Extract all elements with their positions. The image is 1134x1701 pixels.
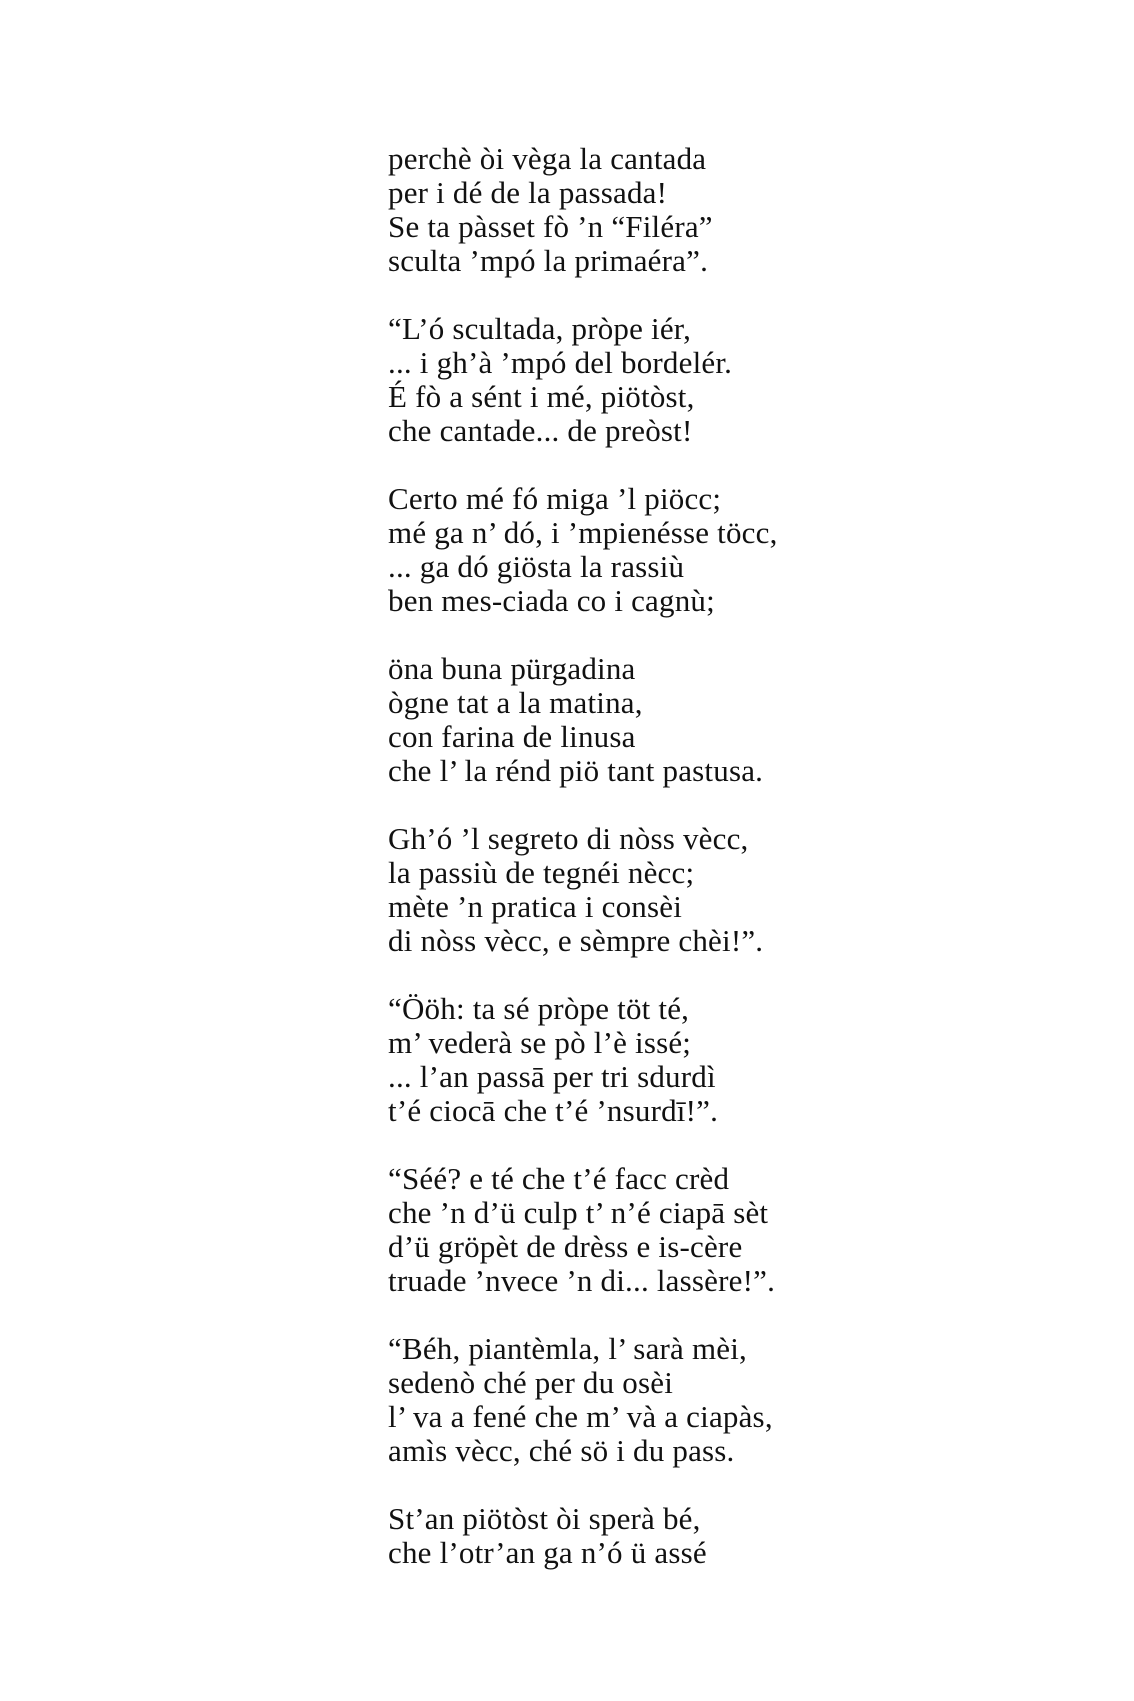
- poem-line: m’ vederà se pò l’è issé;: [388, 1025, 692, 1060]
- poem-line: la passiù de tegnéi nècc;: [388, 855, 695, 890]
- stanza: [388, 1502, 1088, 1570]
- poem: [388, 142, 1088, 1604]
- poem-line: sedenò ché per du osèi: [388, 1365, 674, 1400]
- poem-line: ... ga dó giösta la rassiù: [388, 549, 685, 584]
- stanza: [388, 822, 1088, 958]
- poem-line: ... l’an passā per tri sdurdì: [388, 1059, 716, 1094]
- poem-line: t’é ciocā che t’é ’nsurdī!”.: [388, 1093, 719, 1128]
- poem-line: l’ va a fené che m’ và a ciapàs,: [388, 1399, 773, 1434]
- poem-line: che ’n d’ü culp t’ n’é ciapā sèt: [388, 1195, 769, 1230]
- poem-line: St’an piötòst òi sperà bé,: [388, 1501, 701, 1536]
- poem-line: per i dé de la passada!: [388, 175, 668, 210]
- poem-line: Se ta pàsset fò ’n “Filéra”: [388, 209, 713, 244]
- poem-line: che l’ la rénd piö tant pastusa.: [388, 753, 764, 788]
- poem-line: sculta ’mpó la primaéra”.: [388, 243, 709, 278]
- poem-line: ògne tat a la matina,: [388, 685, 643, 720]
- poem-line: ... i gh’à ’mpó del bordelér.: [388, 345, 733, 380]
- stanza: [388, 482, 1088, 618]
- stanza: [388, 312, 1088, 448]
- poem-line: “Séé? e té che t’é facc crèd: [388, 1161, 730, 1196]
- stanza: [388, 652, 1088, 788]
- poem-line: con farina de linusa: [388, 719, 636, 754]
- poem-line: che l’otr’an ga n’ó ü assé: [388, 1535, 707, 1570]
- poem-line: che cantade... de preòst!: [388, 413, 693, 448]
- stanza: [388, 992, 1088, 1128]
- poem-line: mète ’n pratica i consèi: [388, 889, 683, 924]
- poem-line: mé ga n’ dó, i ’mpienésse töcc,: [388, 515, 778, 550]
- poem-line: É fò a sént i mé, piötòst,: [388, 379, 695, 414]
- poem-line: di nòss vècc, e sèmpre chèi!”.: [388, 923, 764, 958]
- poem-line: Certo mé fó miga ’l piöcc;: [388, 481, 722, 516]
- poem-line: d’ü gröpèt de drèss e is-cère: [388, 1229, 743, 1264]
- poem-line: “Ööh: ta sé pròpe töt té,: [388, 991, 690, 1026]
- poem-line: “Béh, piantèmla, l’ sarà mèi,: [388, 1331, 748, 1366]
- stanza: [388, 1162, 1088, 1298]
- poem-line: ben mes-ciada co i cagnù;: [388, 583, 715, 618]
- stanza: [388, 142, 1088, 278]
- poem-line: truade ’nvece ’n di... lassère!”.: [388, 1263, 776, 1298]
- stanza: [388, 1332, 1088, 1468]
- poem-line: Gh’ó ’l segreto di nòss vècc,: [388, 821, 749, 856]
- poem-line: perchè òi vèga la cantada: [388, 141, 707, 176]
- poem-line: “L’ó scultada, pròpe iér,: [388, 311, 692, 346]
- poem-line: amìs vècc, ché sö i du pass.: [388, 1433, 735, 1468]
- poem-line: öna buna pürgadina: [388, 651, 636, 686]
